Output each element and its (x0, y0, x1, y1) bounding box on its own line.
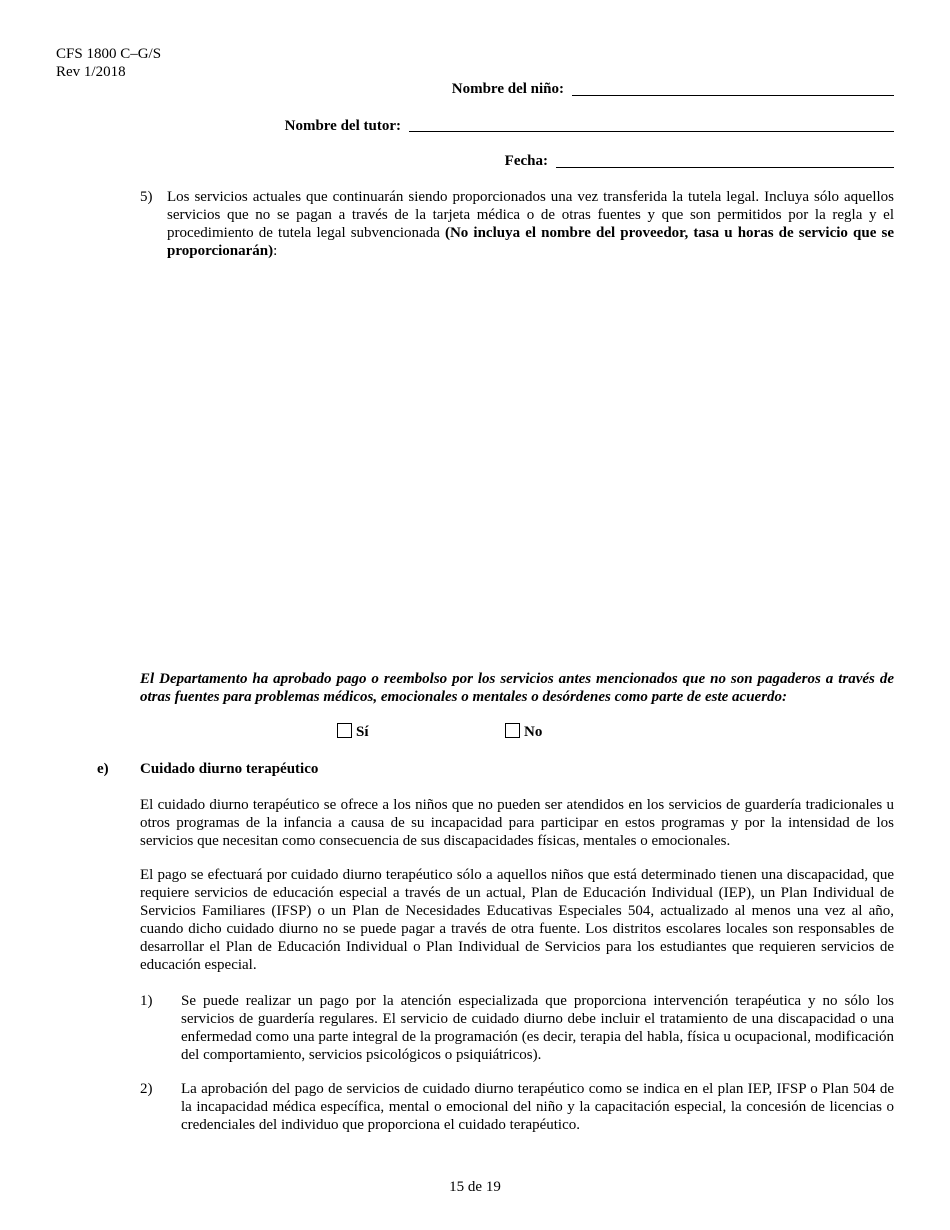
section-e-letter: e) (97, 761, 109, 777)
list-item-text: Se puede realizar un pago por la atención especializada que proporciona intervención terapéutica y no sólo los servicios de guardería regulares. El servicio de cuidado diurno debe incluir el tratamiento de una discapacidad o una enfermedad como una parte integral de la programación (es decir, terapia del habla, física u ocupacional, modificación del comportamiento, servicios psicológicos o psiquiátricos). (181, 993, 894, 1063)
section-e-para1: El cuidado diurno terapéutico se ofrece a los niños que no pueden ser atendidos en los servicios de guardería tradicionales u otros programas de la infancia a causa de su incapacidad para participar en estos programas y por la intensidad de los servicios que necesitan como consecuencia de sus discapacidades físicas, mentales o emocionales. (140, 797, 894, 849)
item5-tail: : (273, 243, 278, 259)
list-item-number: 1) (140, 993, 153, 1009)
yes-option[interactable] (337, 723, 369, 741)
item5-number: 5) (140, 189, 153, 205)
no-label: No (524, 724, 543, 740)
guardian-name-field[interactable] (409, 131, 894, 132)
guardian-name-label: Nombre del tutor: (284, 118, 401, 134)
form-revision: Rev 1/2018 (56, 64, 126, 80)
section-e-para2: El pago se efectuará por cuidado diurno terapéutico sólo a aquellos niños que está determinado tienen una discapacidad, que requiere servicios de educación especial a través de un actual, Plan de Educación Individual (IEP), un Plan Individual de Servicios Familiares (IFSP) o un Plan de Necesidades Educativas Especiales 504, actualizado al menos una vez al año, cuando dicho cuidado diurno no se puede pagar a través de otra fuente. Los distritos escolares locales son responsables de desarrollar el Plan de Educación Individual o Plan Individual de Servicios para los estudiantes que requieren servicios de educación especial. (140, 867, 894, 973)
approval-statement: El Departamento ha aprobado pago o reembolso por los servicios antes mencionados que no son pagaderos a través de otras fuentes para problemas médicos, emocionales o mentales o desórdenes como parte de este acuerdo: (140, 671, 894, 705)
section-e-title: Cuidado diurno terapéutico (140, 761, 319, 777)
item5-body: Los servicios actuales que continuarán siendo proporcionados una vez transferida la tutela legal. Incluya sólo aquellos servicios que no se pagan a través de la tarjeta médica o de otras fuentes y que son permitidos por la regla y el procedimiento de tutela legal subvencionada (167, 189, 894, 241)
item5-bold-note: (No incluya el nombre del proveedor, tasa u horas de servicio que se proporcionarán) (167, 225, 894, 259)
list-item-text: La aprobación del pago de servicios de cuidado diurno terapéutico como se indica en el plan IEP, IFSP o Plan 504 de la incapacidad médica específica, mental o emocional del niño y la capacitación especial, la concesión de licencias o credenciales del individuo que proporciona el cuidado terapéutico. (181, 1081, 894, 1133)
child-name-field[interactable] (572, 95, 894, 96)
date-label: Fecha: (504, 153, 548, 169)
form-header (56, 45, 161, 81)
item5-text (167, 188, 894, 260)
form-code: CFS 1800 C–G/S (56, 46, 162, 62)
date-field[interactable] (556, 167, 894, 168)
list-item-number: 2) (140, 1081, 153, 1097)
no-checkbox[interactable] (505, 723, 520, 738)
child-name-label: Nombre del niño: (451, 81, 564, 97)
yes-checkbox[interactable] (337, 723, 352, 738)
no-option[interactable] (505, 723, 542, 741)
page-number: 15 de 19 (449, 1179, 501, 1195)
yes-label: Sí (356, 724, 369, 740)
